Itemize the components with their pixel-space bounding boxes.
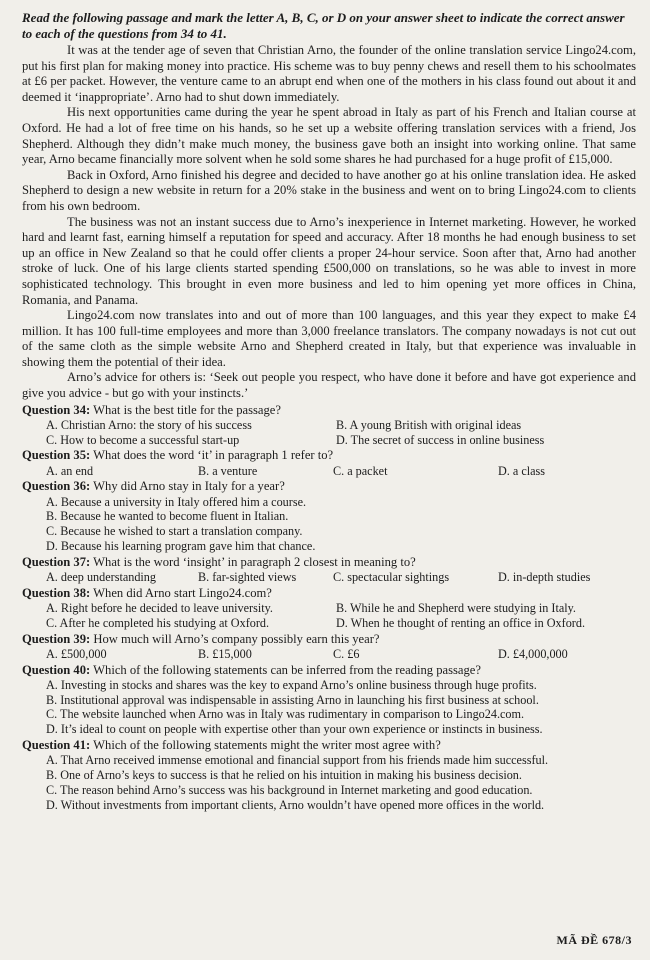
question-41 (22, 738, 636, 812)
question-label: Question 34: (22, 402, 91, 417)
option-a[interactable]: A. deep understanding (46, 570, 156, 585)
passage-paragraph-1: It was at the tender age of seven that Christian Arno, the founder of the online translation service Lingo24.com, put his first plan for making money into practice. His scheme was to buy penny chews and resell them to his schoolmates at £6 per packet. However, the venture came to an abrupt end when one of the mothers in his class found out about it and deemed it ‘inappropriate’. Arno had to shut down immediately. (22, 43, 636, 104)
passage-paragraph-3: Back in Oxford, Arno finished his degree and decided to have another go at his online translation idea. He asked Shepherd to design a new website in return for a 20% stake in the business and went on to bring Lingo24.com to clients from his own bedroom. (22, 167, 636, 213)
option-c[interactable]: C. The reason behind Arno’s success was his background in Internet marketing and good education. (46, 782, 533, 797)
question-label: Question 36: (22, 479, 91, 494)
passage-paragraph-6: Arno’s advice for others is: ‘Seek out people you respect, who have done it before and have got experience and give you advice - but go with your instincts.’ (22, 370, 636, 401)
option-d[interactable]: D. The secret of success in online business (336, 432, 545, 447)
option-d[interactable]: D. £4,000,000 (498, 646, 568, 661)
question-label: Question 35: (22, 448, 91, 463)
question-text: Which of the following statements might the writer most agree with? (93, 738, 441, 753)
option-b[interactable]: B. far-sighted views (198, 570, 297, 585)
question-label: Question 41: (22, 738, 91, 753)
question-text: What does the word ‘it’ in paragraph 1 refer to? (93, 448, 334, 463)
instruction-text: Read the following passage and mark the letter A, B, C, or D on your answer sheet to indicate the correct answer to each of the questions from 34 to 41. (22, 10, 625, 41)
option-b[interactable]: B. A young British with original ideas (336, 417, 522, 432)
option-b[interactable]: B. £15,000 (198, 646, 252, 661)
question-label: Question 37: (22, 554, 91, 569)
question-text: Which of the following statements can be inferred from the reading passage? (93, 662, 481, 677)
question-label: Question 38: (22, 585, 91, 600)
question-text: What is the best title for the passage? (93, 402, 281, 417)
option-c[interactable]: C. spectacular sightings (333, 570, 450, 585)
passage-paragraph-5: Lingo24.com now translates into and out of more than 100 languages, and this year they expect to make £4 million. It has 100 full-time employees and more than 3,000 freelance translators. The company nowadays is not cut out of the same cloth as the simple website Arno and Shepherd created in Italy, but that experience was invaluable in showing them the potential of their idea. (22, 308, 636, 369)
option-d[interactable]: D. in-depth studies (498, 570, 591, 585)
passage-paragraph-4: The business was not an instant success due to Arno’s inexperience in Internet marketing. However, he worked hard and learnt fast, earning himself a reputation for speed and accuracy. After 18 months he had enough business to set up an office in New Zealand so that he could offer clients a proper 24-hour service. Soon after that, Arno had another stroke of luck. One of his large clients started spending £500,000 on translations, so he was able to invest in more sophisticated technology. This brought in even more business and led to him opening yet more offices in China, Romania, and Panama. (22, 214, 636, 307)
exam-code-footer: MÃ ĐỀ 678/3 (556, 933, 632, 947)
option-c[interactable]: C. £6 (333, 646, 360, 661)
option-b[interactable]: B. a venture (198, 463, 258, 478)
option-c[interactable]: C. Because he wished to start a translation company. (46, 524, 303, 539)
option-c[interactable]: C. After he completed his studying at Oxford. (46, 615, 270, 630)
option-c[interactable]: C. How to become a successful start-up (46, 432, 240, 447)
question-text: Why did Arno stay in Italy for a year? (93, 479, 285, 494)
option-b[interactable]: B. One of Arno’s keys to success is that he relied on his intuition in making his business decision. (46, 768, 522, 783)
question-label: Question 39: (22, 631, 91, 646)
question-36 (22, 479, 636, 553)
option-b[interactable]: B. While he and Shepherd were studying in Italy. (336, 601, 576, 616)
option-a[interactable]: A. Christian Arno: the story of his success (46, 417, 252, 432)
question-text: What is the word ‘insight’ in paragraph 2 closest in meaning to? (93, 554, 416, 569)
option-b[interactable]: B. Institutional approval was indispensable in assisting Arno in launching his first business at school. (46, 692, 539, 707)
option-a[interactable]: A. Right before he decided to leave university. (46, 601, 273, 616)
question-text: How much will Arno’s company possibly earn this year? (93, 631, 380, 646)
question-39 (22, 632, 636, 662)
question-label: Question 40: (22, 662, 91, 677)
option-c[interactable]: C. a packet (333, 463, 388, 478)
question-37 (22, 555, 636, 585)
option-d[interactable]: D. Without investments from important clients, Arno wouldn’t have opened more offices in the world. (46, 797, 545, 812)
option-a[interactable]: A. £500,000 (46, 646, 107, 661)
option-a[interactable]: A. Because a university in Italy offered him a course. (46, 494, 307, 509)
reading-passage (22, 43, 636, 402)
option-d[interactable]: D. It’s ideal to count on people with expertise other than your own experience or instincts in business. (46, 722, 543, 737)
question-35 (22, 448, 636, 478)
passage-paragraph-2: His next opportunities came during the year he spent abroad in Italy as part of his French and Italian course at Oxford. He had a lot of free time on his hands, so he set up a website offering translation services with a friend, Jos Shepherd. Although they didn’t make much money, the business gave both an insight into working online. That same year, Arno became financially more solvent when he sold some shares he had purchased for a huge profit of £15,000. (22, 105, 636, 167)
option-b[interactable]: B. Because he wanted to become fluent in Italian. (46, 509, 289, 524)
option-d[interactable]: D. When he thought of renting an office in Oxford. (336, 615, 585, 630)
option-d[interactable]: D. Because his learning program gave him that chance. (46, 539, 316, 554)
question-text: When did Arno start Lingo24.com? (93, 585, 272, 600)
option-c[interactable]: C. The website launched when Arno was in Italy was rudimentary in comparison to Lingo24.com. (46, 707, 525, 722)
option-a[interactable]: A. an end (46, 463, 94, 478)
question-34 (22, 403, 636, 448)
option-a[interactable]: A. Investing in stocks and shares was the key to expand Arno’s online business through huge profits. (46, 677, 537, 692)
question-40 (22, 663, 636, 737)
question-38 (22, 586, 636, 631)
option-d[interactable]: D. a class (498, 463, 546, 478)
option-a[interactable]: A. That Arno received immense emotional and financial support from his friends made him successful. (46, 753, 549, 768)
